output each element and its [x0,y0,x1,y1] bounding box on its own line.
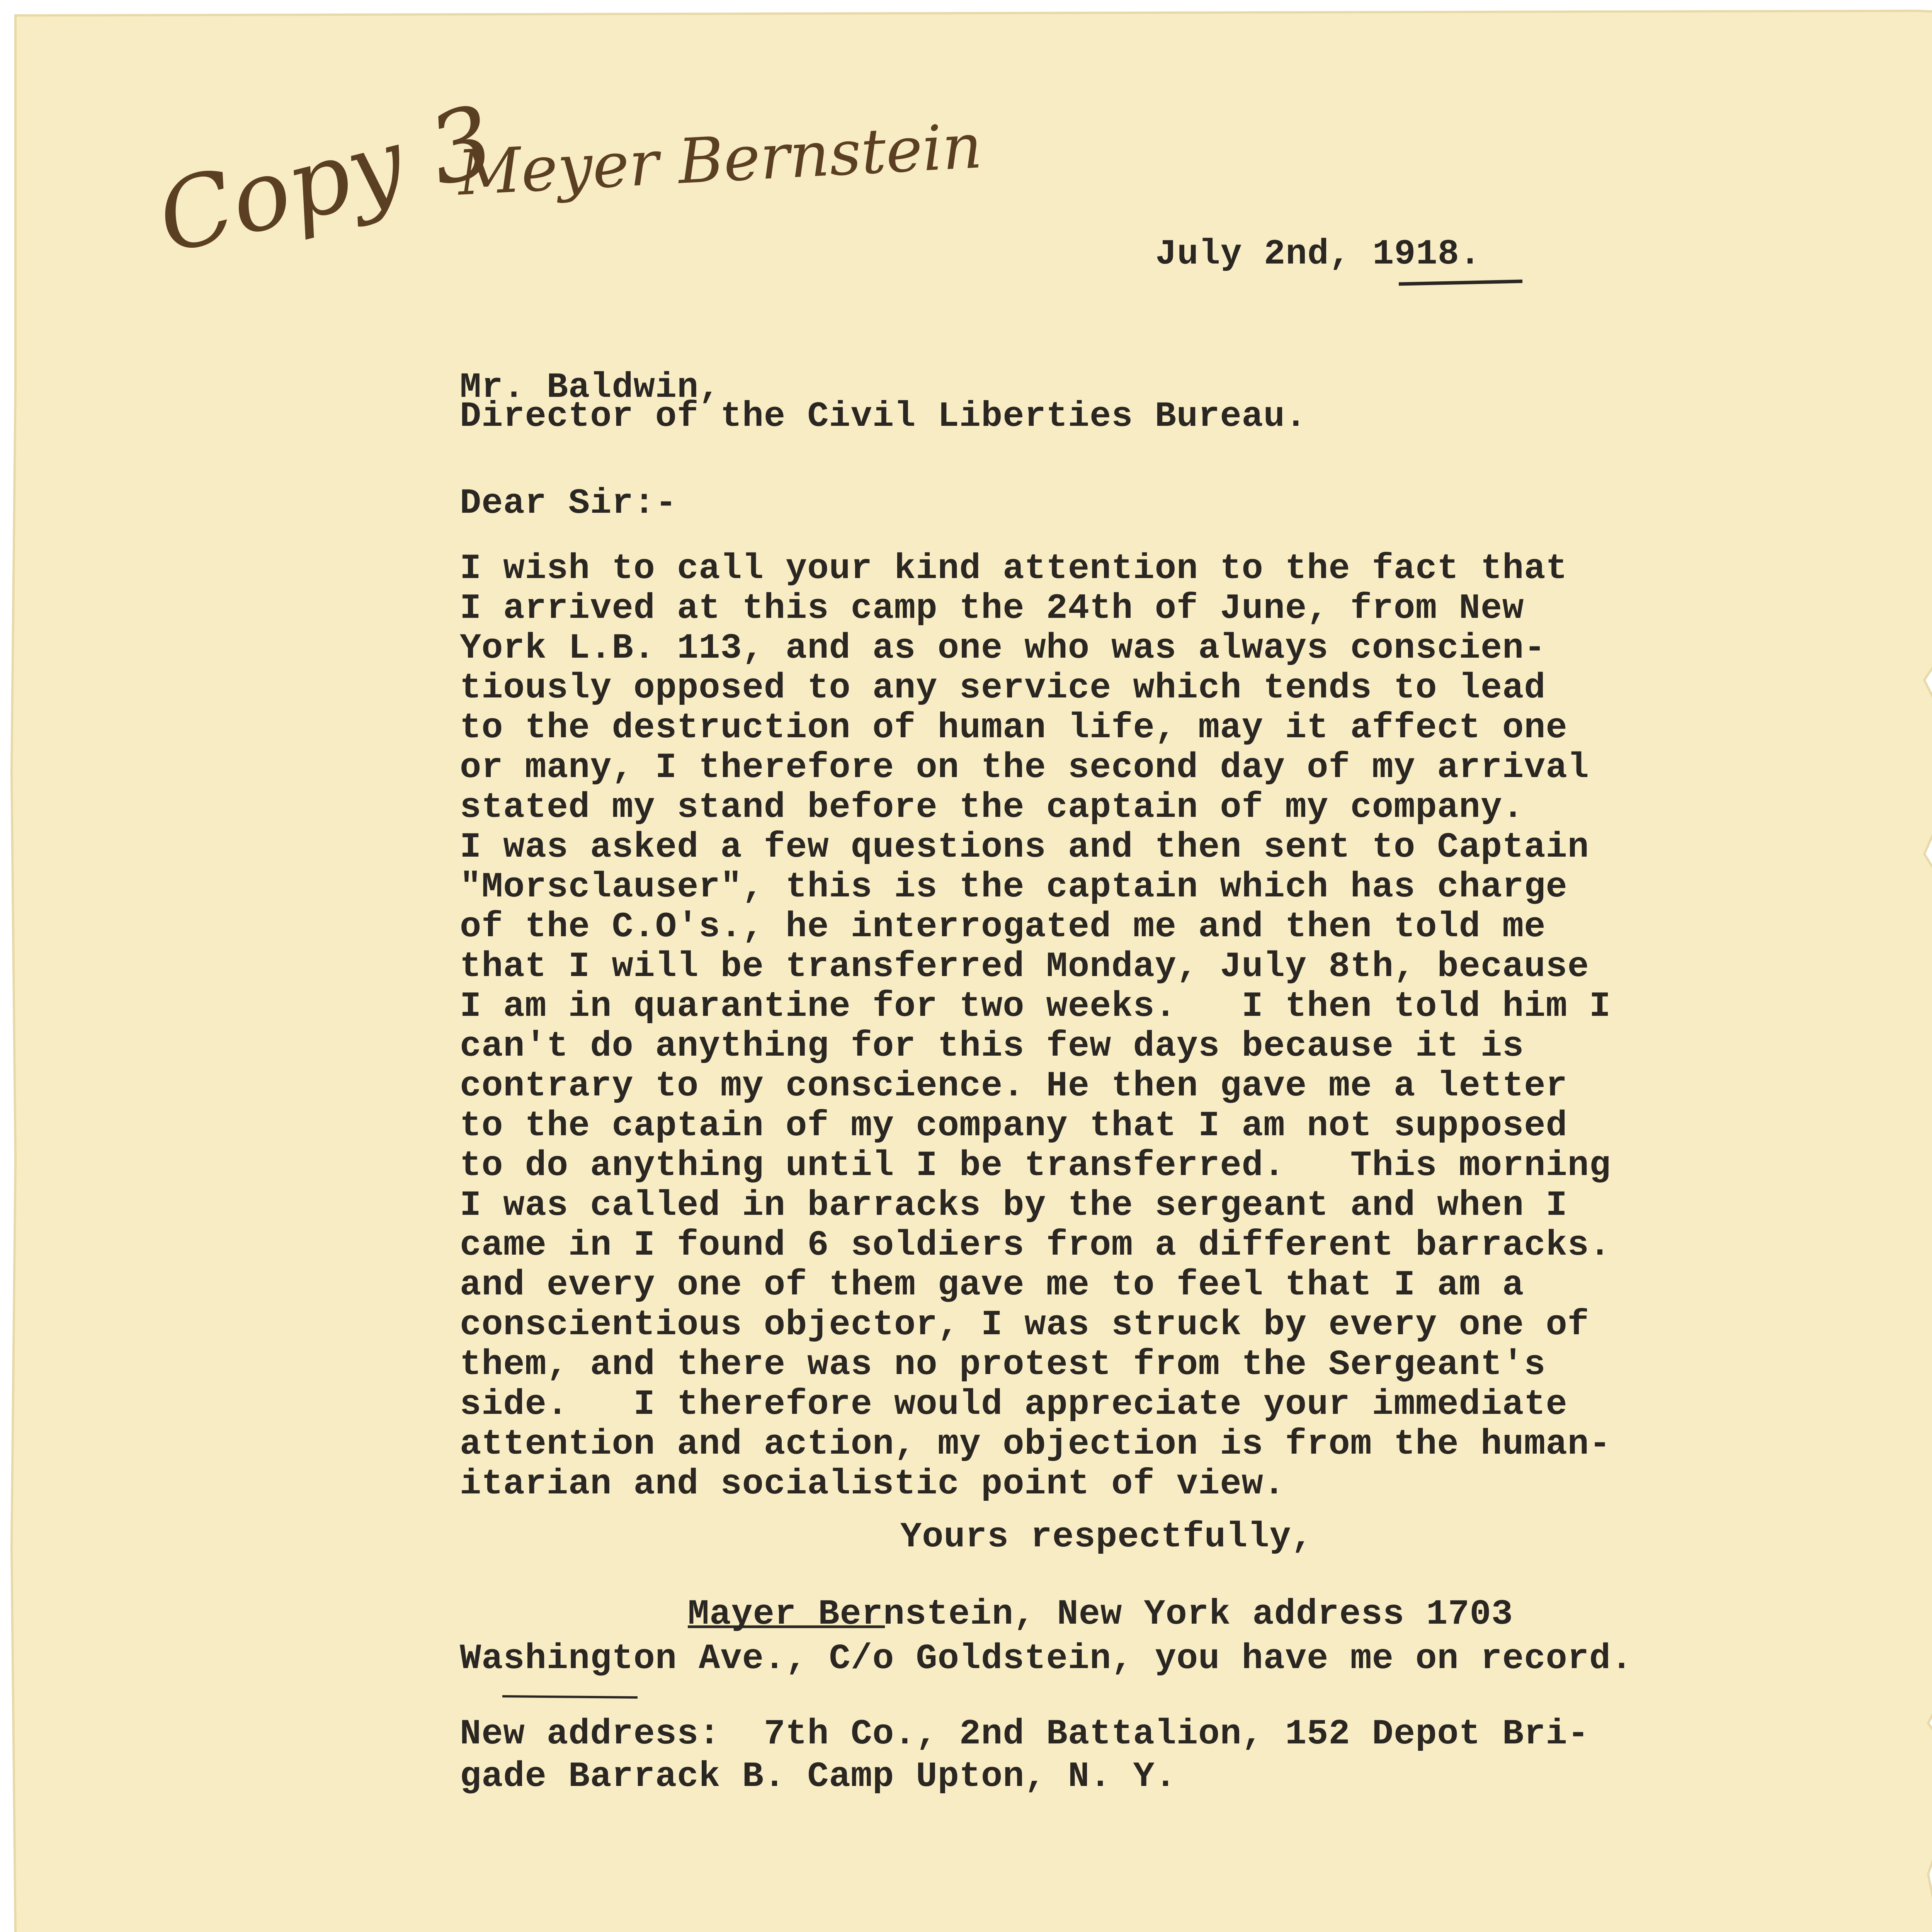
body-line: and every one of them gave me to feel that I am a [460,1265,1524,1305]
body-line: came in I found 6 soldiers from a different barracks. [460,1225,1611,1265]
body-line: I am in quarantine for two weeks. I then told him I [460,986,1611,1027]
name-annotation: Meyer Bernstein [456,109,984,209]
closing: Yours respectfully, [900,1517,1313,1557]
body-line: attention and action, my objection is from the human- [460,1424,1611,1464]
body-line: itarian and socialistic point of view. [460,1464,1285,1504]
body-line: to do anything until I be transferred. This morning [460,1145,1611,1186]
body-line: can't do anything for this few days because it is [460,1026,1524,1066]
body-line: contrary to my conscience. He then gave me a letter [460,1066,1568,1106]
body-line: side. I therefore would appreciate your immediate [460,1384,1568,1425]
body-line: York L.B. 113, and as one who was always conscien- [460,628,1546,668]
body-line: of the C.O's., he interrogated me and then told me [460,906,1546,947]
body-line: "Morsclauser", this is the captain which has charge [460,867,1568,907]
new-address-line-2: gade Barrack B. Camp Upton, N. Y. [460,1756,1177,1797]
body-line: I was called in barracks by the sergeant and when I [460,1185,1568,1226]
body-line: or many, I therefore on the second day of my arrival [460,747,1589,788]
body-line: tiously opposed to any service which tends to lead [460,668,1546,708]
letter-date: July 2nd, 1918. [1155,234,1481,274]
body-line: I wish to call your kind attention to the fact that [460,548,1568,589]
body-line: to the captain of my company that I am not supposed [460,1105,1568,1146]
body-line: I was asked a few questions and then sent to Captain [460,827,1589,867]
body-line: that I will be transferred Monday, July 8th, because [460,946,1589,987]
copy-annotation: Copy 3 [147,83,505,276]
body-line: I arrived at this camp the 24th of June, from New [460,588,1524,629]
body-line: to the destruction of human life, may it affect one [460,707,1568,748]
signature-address: Washington Ave., C/o Goldstein, you have me on record. [460,1638,1633,1679]
new-address-line-1: New address: 7th Co., 2nd Battalion, 152 Depot Bri- [460,1714,1589,1754]
address-underline [502,1696,638,1697]
signature-line: Mayer Bernstein, New York address 1703 [688,1594,1513,1634]
recipient-name: Mr. Baldwin, [460,367,721,408]
body-line: stated my stand before the captain of my company. [460,787,1524,828]
salutation: Dear Sir:- [460,483,677,524]
body-line: them, and there was no protest from the Sergeant's [460,1344,1546,1385]
recipient-title: Director of the Civil Liberties Bureau. [460,396,1307,437]
body-line: conscientious objector, I was struck by every one of [460,1304,1589,1345]
